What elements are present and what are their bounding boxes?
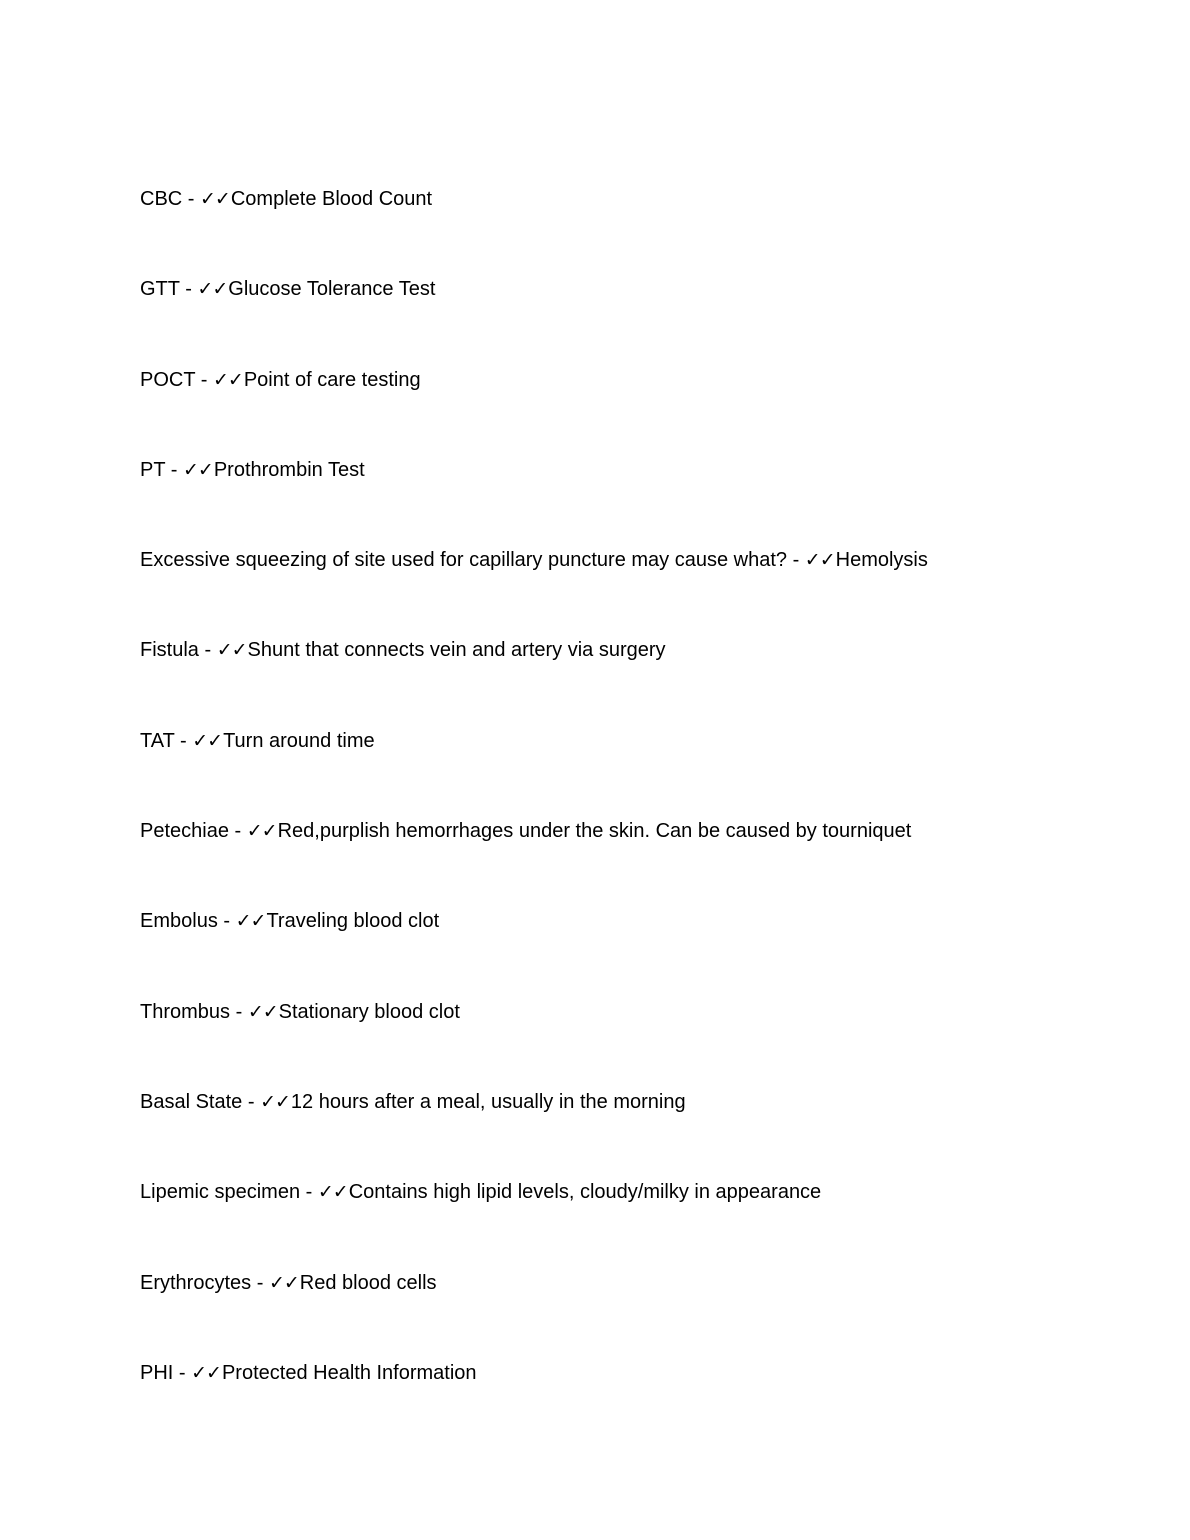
entry-term: Thrombus [140,1000,231,1023]
entry-separator: - [217,910,236,933]
double-check-icon: ✓✓ [268,1271,299,1294]
entry-definition: Shunt that connects vein and artery via surgery [247,639,666,662]
flashcard-entry [140,366,1140,456]
flashcard-entry [140,456,1140,546]
entry-separator: - [300,1181,318,1204]
flashcard-entry [140,546,1140,636]
entry-separator: - [251,1271,269,1294]
double-check-icon: ✓✓ [247,1000,278,1023]
entry-definition: Traveling blood clot [266,910,440,933]
entry-definition: Prothrombin Test [213,458,365,481]
double-check-icon: ✓✓ [804,549,835,572]
entry-term: TAT [140,729,175,752]
double-check-icon: ✓✓ [212,368,243,391]
entry-term: Erythrocytes [140,1271,252,1294]
entry-term: GTT [140,278,180,301]
double-check-icon: ✓✓ [216,639,247,662]
entry-definition: Hemolysis [835,549,928,572]
flashcard-entry [140,727,1140,817]
double-check-icon: ✓✓ [200,188,230,210]
entry-term: Excessive squeezing of site used for capillary puncture may cause what? [140,549,788,572]
flashcard-entry [140,907,1140,997]
flashcard-list [140,185,1140,1449]
double-check-icon: ✓✓ [317,1181,348,1204]
entry-separator: - [242,1090,261,1113]
entry-separator: - [228,820,247,843]
entry-definition: Red blood cells [299,1271,437,1294]
double-check-icon: ✓✓ [192,729,223,752]
double-check-icon: ✓✓ [182,458,213,481]
entry-separator: - [174,729,193,752]
entry-term: Lipemic specimen [140,1181,301,1204]
entry-separator: - [182,188,201,210]
double-check-icon: ✓✓ [260,1090,290,1113]
double-check-icon: ✓✓ [246,820,277,843]
entry-definition: Point of care testing [243,368,421,391]
flashcard-entry [140,998,1140,1088]
entry-separator: - [195,368,213,391]
flashcard-entry [140,1088,1140,1178]
entry-separator: - [787,549,805,572]
entry-term: Petechiae [140,820,229,843]
entry-term: Fistula [140,639,199,662]
entry-term: Embolus [140,910,218,933]
entry-separator: - [230,1000,248,1023]
flashcard-entry [140,636,1140,726]
flashcard-entry [140,185,1140,275]
entry-separator: - [198,639,217,662]
entry-term: POCT [140,368,196,391]
flashcard-entry [140,1359,1140,1449]
entry-separator: - [179,278,198,301]
entry-definition: Stationary blood clot [278,1000,460,1023]
entry-definition: Red,purplish hemorrhages under the skin. Can be caused by tourniquet [277,820,912,843]
entry-separator: - [173,1361,192,1384]
double-check-icon: ✓✓ [197,278,228,301]
entry-term: PHI [140,1361,174,1384]
entry-term: PT [140,458,166,481]
entry-definition: Glucose Tolerance Test [228,278,436,301]
flashcard-entry [140,817,1140,907]
entry-separator: - [165,458,183,481]
double-check-icon: ✓✓ [191,1361,221,1384]
flashcard-entry [140,1178,1140,1268]
entry-term: Basal State [140,1090,243,1113]
flashcard-entry [140,275,1140,365]
entry-term: CBC [140,188,183,210]
double-check-icon: ✓✓ [235,910,266,933]
entry-definition: Complete Blood Count [230,188,433,210]
entry-definition: Contains high lipid levels, cloudy/milky in appearance [348,1181,822,1204]
entry-definition: Protected Health Information [221,1361,477,1384]
entry-definition: Turn around time [223,729,375,752]
flashcard-entry [140,1269,1140,1359]
entry-definition: 12 hours after a meal, usually in the morning [290,1090,686,1113]
